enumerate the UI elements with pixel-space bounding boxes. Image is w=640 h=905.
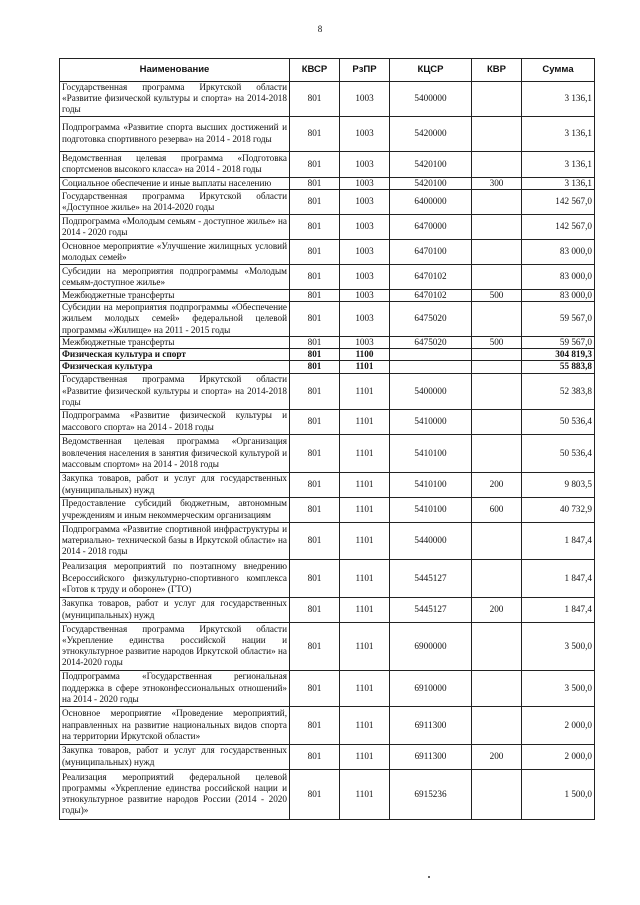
row-sum: 83 000,0 — [522, 264, 595, 289]
row-sum: 2 000,0 — [522, 706, 595, 744]
row-kcsr: 5400000 — [390, 373, 472, 409]
row-rzpr: 1101 — [340, 597, 390, 622]
table-row — [60, 349, 595, 361]
row-sum: 59 567,0 — [522, 337, 595, 349]
row-kcsr: 5440000 — [390, 522, 472, 559]
table-row — [60, 522, 595, 559]
row-kvr — [472, 559, 522, 597]
scan-speck — [428, 876, 430, 878]
table-row — [60, 289, 595, 301]
table-row — [60, 302, 595, 337]
budget-table — [59, 58, 595, 820]
row-name: Закупка товаров, работ и услуг для государственных (муниципальных) нужд — [60, 472, 290, 497]
row-kvsr: 801 — [290, 189, 340, 214]
row-rzpr: 1101 — [340, 522, 390, 559]
row-kcsr: 6475020 — [390, 302, 472, 337]
row-kvsr: 801 — [290, 264, 340, 289]
row-rzpr: 1101 — [340, 373, 390, 409]
row-sum: 1 847,4 — [522, 597, 595, 622]
row-kcsr: 6910000 — [390, 670, 472, 706]
table-row — [60, 151, 595, 177]
row-rzpr: 1101 — [340, 409, 390, 434]
header-sum: Сумма — [522, 59, 595, 82]
row-kcsr: 6900000 — [390, 622, 472, 670]
row-name: Реализация мероприятий федеральной целевой программы «Укрепление единства российской нации и этнокультурное развитие народов России (2014 - 2020 годы)» — [60, 769, 290, 819]
table-row — [60, 264, 595, 289]
row-kvsr: 801 — [290, 622, 340, 670]
row-name: Социальное обеспечение и иные выплаты населению — [60, 177, 290, 189]
row-kvr: 500 — [472, 337, 522, 349]
row-kvr — [472, 522, 522, 559]
row-sum: 40 732,9 — [522, 497, 595, 522]
header-kvsr: КВСР — [290, 59, 340, 82]
table-row — [60, 189, 595, 214]
row-kvr: 200 — [472, 744, 522, 769]
row-name: Подпрограмма «Молодым семьям - доступное жилье» на 2014 - 2020 годы — [60, 214, 290, 239]
page-number: 8 — [317, 24, 323, 34]
row-sum: 1 847,4 — [522, 522, 595, 559]
row-sum: 142 567,0 — [522, 214, 595, 239]
row-name: Государственная программа Иркутской области «Развитие физической культуры и спорта» на 2014-2018 годы — [60, 373, 290, 409]
table-row — [60, 497, 595, 522]
row-kcsr: 5410100 — [390, 434, 472, 472]
row-name: Физическая культура и спорт — [60, 349, 290, 361]
row-kcsr: 5400000 — [390, 82, 472, 117]
row-kcsr: 6470000 — [390, 214, 472, 239]
row-rzpr: 1101 — [340, 670, 390, 706]
row-sum: 3 136,1 — [522, 116, 595, 151]
row-name: Физическая культура — [60, 361, 290, 373]
table-row — [60, 622, 595, 670]
row-kvr: 500 — [472, 289, 522, 301]
row-sum: 2 000,0 — [522, 744, 595, 769]
row-kvr: 300 — [472, 177, 522, 189]
row-kcsr: 5420100 — [390, 177, 472, 189]
table-row — [60, 472, 595, 497]
table-row — [60, 337, 595, 349]
row-kvsr: 801 — [290, 349, 340, 361]
row-sum: 52 383,8 — [522, 373, 595, 409]
row-kvr — [472, 189, 522, 214]
row-kvr — [472, 264, 522, 289]
row-kvsr: 801 — [290, 337, 340, 349]
row-kvr: 200 — [472, 472, 522, 497]
row-kvsr: 801 — [290, 116, 340, 151]
row-kvr — [472, 302, 522, 337]
row-rzpr: 1101 — [340, 744, 390, 769]
row-rzpr: 1003 — [340, 239, 390, 264]
row-sum: 3 500,0 — [522, 670, 595, 706]
table-row — [60, 116, 595, 151]
header-name: Наименование — [60, 59, 290, 82]
table-row — [60, 82, 595, 117]
row-kvsr: 801 — [290, 409, 340, 434]
row-kvsr: 801 — [290, 597, 340, 622]
row-kvr: 600 — [472, 497, 522, 522]
table-header-row — [60, 59, 595, 82]
table-row — [60, 409, 595, 434]
row-kvr — [472, 670, 522, 706]
row-sum: 142 567,0 — [522, 189, 595, 214]
row-name: Субсидии на мероприятия подпрограммы «Обеспечение жильем молодых семей» федеральной целевой программы «Жилище» на 2011 - 2015 годы — [60, 302, 290, 337]
table-row — [60, 670, 595, 706]
header-rzpr: РзПР — [340, 59, 390, 82]
row-kvr — [472, 769, 522, 819]
row-kvsr: 801 — [290, 670, 340, 706]
row-rzpr: 1003 — [340, 264, 390, 289]
row-kvsr: 801 — [290, 373, 340, 409]
row-kcsr: 6911300 — [390, 706, 472, 744]
row-kvr — [472, 239, 522, 264]
row-kvr — [472, 409, 522, 434]
row-kcsr: 5445127 — [390, 597, 472, 622]
row-kvsr: 801 — [290, 289, 340, 301]
row-rzpr: 1003 — [340, 289, 390, 301]
row-sum: 59 567,0 — [522, 302, 595, 337]
row-kvr — [472, 349, 522, 361]
row-rzpr: 1101 — [340, 434, 390, 472]
table-row — [60, 744, 595, 769]
row-kvr — [472, 706, 522, 744]
table-row — [60, 706, 595, 744]
row-kvsr: 801 — [290, 214, 340, 239]
row-sum: 50 536,4 — [522, 434, 595, 472]
table-row — [60, 434, 595, 472]
row-kvsr: 801 — [290, 82, 340, 117]
row-kvsr: 801 — [290, 472, 340, 497]
row-name: Реализация мероприятий по поэтапному внедрению Всероссийского физкультурно-спортивного комплекса «Готов к труду и обороне» (ГТО) — [60, 559, 290, 597]
row-kcsr: 6470102 — [390, 289, 472, 301]
row-kvr — [472, 214, 522, 239]
row-sum: 83 000,0 — [522, 289, 595, 301]
row-kvsr: 801 — [290, 744, 340, 769]
row-sum: 3 500,0 — [522, 622, 595, 670]
row-name: Основное мероприятие «Проведение мероприятий, направленных на развитие национальных видов спорта на территории Иркутской области» — [60, 706, 290, 744]
row-sum: 1 500,0 — [522, 769, 595, 819]
row-kcsr: 5410000 — [390, 409, 472, 434]
row-kvsr: 801 — [290, 522, 340, 559]
row-sum: 9 803,5 — [522, 472, 595, 497]
row-kcsr: 5410100 — [390, 472, 472, 497]
row-rzpr: 1003 — [340, 116, 390, 151]
row-kvsr: 801 — [290, 497, 340, 522]
row-kvsr: 801 — [290, 177, 340, 189]
row-name: Государственная программа Иркутской области «Доступное жилье» на 2014-2020 годы — [60, 189, 290, 214]
row-kvsr: 801 — [290, 559, 340, 597]
row-kvr — [472, 373, 522, 409]
row-name: Ведомственная целевая программа «Организация вовлечения населения в занятия физической культурой и массовым спортом» на 2014 - 2018 годы — [60, 434, 290, 472]
row-rzpr: 1101 — [340, 769, 390, 819]
table-row — [60, 361, 595, 373]
row-sum: 304 819,3 — [522, 349, 595, 361]
row-kcsr: 6400000 — [390, 189, 472, 214]
row-kvsr: 801 — [290, 769, 340, 819]
row-rzpr: 1101 — [340, 706, 390, 744]
table-row — [60, 239, 595, 264]
row-kvsr: 801 — [290, 706, 340, 744]
row-kcsr: 5445127 — [390, 559, 472, 597]
row-kvsr: 801 — [290, 361, 340, 373]
row-rzpr: 1003 — [340, 151, 390, 177]
table-row — [60, 597, 595, 622]
row-sum: 1 847,4 — [522, 559, 595, 597]
row-rzpr: 1101 — [340, 497, 390, 522]
row-kvr — [472, 361, 522, 373]
row-kvsr: 801 — [290, 434, 340, 472]
table-row — [60, 373, 595, 409]
row-kcsr: 6915236 — [390, 769, 472, 819]
row-kcsr — [390, 361, 472, 373]
row-name: Субсидии на мероприятия подпрограммы «Молодым семьям-доступное жилье» — [60, 264, 290, 289]
table-row — [60, 769, 595, 819]
row-name: Закупка товаров, работ и услуг для государственных (муниципальных) нужд — [60, 744, 290, 769]
row-kvr — [472, 151, 522, 177]
row-name: Межбюджетные трансферты — [60, 289, 290, 301]
row-kvsr: 801 — [290, 239, 340, 264]
row-kvr — [472, 116, 522, 151]
row-kvr — [472, 622, 522, 670]
row-sum: 3 136,1 — [522, 82, 595, 117]
row-name: Подпрограмма «Развитие спорта высших достижений и подготовка спортивного резерва» на 2014 - 2018 годы — [60, 116, 290, 151]
row-kvsr: 801 — [290, 302, 340, 337]
row-sum: 3 136,1 — [522, 177, 595, 189]
row-rzpr: 1101 — [340, 472, 390, 497]
row-kvr — [472, 434, 522, 472]
row-name: Государственная программа Иркутской области «Укрепление единства российской нации и этнокультурное развитие народов Иркутской области» на 2014-2020 годы — [60, 622, 290, 670]
row-kcsr: 6475020 — [390, 337, 472, 349]
row-name: Подпрограмма «Государственная региональная поддержка в сфере этноконфессиональных отношений» на 2014 - 2020 годы — [60, 670, 290, 706]
row-name: Основное мероприятие «Улучшение жилищных условий молодых семей» — [60, 239, 290, 264]
row-rzpr: 1003 — [340, 177, 390, 189]
row-rzpr: 1101 — [340, 622, 390, 670]
row-rzpr: 1003 — [340, 189, 390, 214]
row-kcsr: 6470102 — [390, 264, 472, 289]
row-name: Межбюджетные трансферты — [60, 337, 290, 349]
table-row — [60, 177, 595, 189]
row-sum: 83 000,0 — [522, 239, 595, 264]
row-name: Государственная программа Иркутской области «Развитие физической культуры и спорта» на 2014-2018 годы — [60, 82, 290, 117]
header-kvr: КВР — [472, 59, 522, 82]
row-sum: 3 136,1 — [522, 151, 595, 177]
row-rzpr: 1100 — [340, 349, 390, 361]
row-kcsr: 6911300 — [390, 744, 472, 769]
row-name: Подпрограмма «Развитие спортивной инфраструктуры и материально- технической базы в Иркутской области» на 2014 - 2018 годы — [60, 522, 290, 559]
row-kvr — [472, 82, 522, 117]
row-sum: 55 883,8 — [522, 361, 595, 373]
row-kcsr: 5420000 — [390, 116, 472, 151]
row-rzpr: 1003 — [340, 82, 390, 117]
row-rzpr: 1101 — [340, 361, 390, 373]
row-rzpr: 1003 — [340, 302, 390, 337]
table-row — [60, 559, 595, 597]
row-kcsr: 6470100 — [390, 239, 472, 264]
row-kcsr: 5420100 — [390, 151, 472, 177]
row-name: Подпрограмма «Развитие физической культуры и массового спорта» на 2014 - 2018 годы — [60, 409, 290, 434]
row-rzpr: 1101 — [340, 559, 390, 597]
row-name: Закупка товаров, работ и услуг для государственных (муниципальных) нужд — [60, 597, 290, 622]
row-kcsr: 5410100 — [390, 497, 472, 522]
row-rzpr: 1003 — [340, 337, 390, 349]
table-row — [60, 214, 595, 239]
row-kcsr — [390, 349, 472, 361]
row-name: Ведомственная целевая программа «Подготовка спортсменов высокого класса» на 2014 - 2018 годы — [60, 151, 290, 177]
row-sum: 50 536,4 — [522, 409, 595, 434]
row-kvsr: 801 — [290, 151, 340, 177]
header-kcsr: КЦСР — [390, 59, 472, 82]
row-kvr: 200 — [472, 597, 522, 622]
row-name: Предоставление субсидий бюджетным, автономным учреждениям и иным некоммерческим организациям — [60, 497, 290, 522]
row-rzpr: 1003 — [340, 214, 390, 239]
